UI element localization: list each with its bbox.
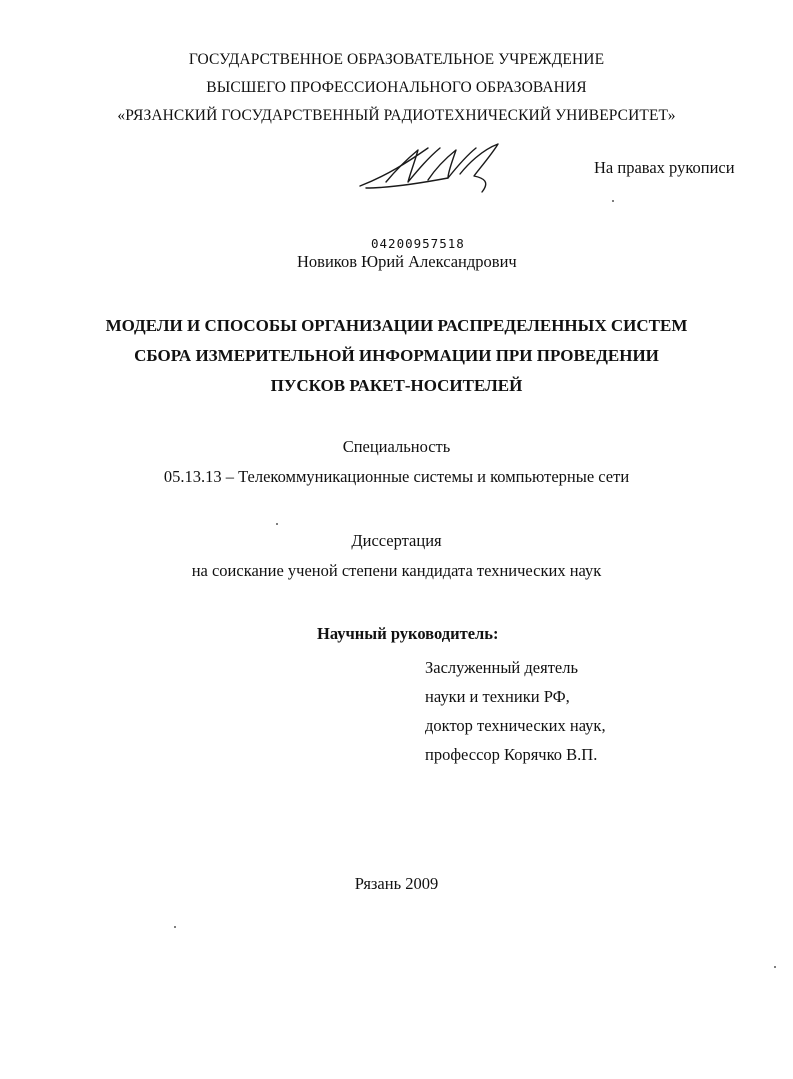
city-year: Рязань 2009 [354,874,439,893]
advisor-line-1: Заслуженный деятель [425,658,578,677]
title-line-3: ПУСКОВ РАКЕТ-НОСИТЕЛЕЙ [270,376,523,395]
dissertation-label: Диссертация [351,531,442,550]
author-name: Новиков Юрий Александрович [297,252,517,271]
rights-note: На правах рукописи [594,158,735,177]
specialty-value: 05.13.13 – Телекоммуникационные системы и компьютерные сети [163,467,630,486]
title-line-2: СБОРА ИЗМЕРИТЕЛЬНОЙ ИНФОРМАЦИИ ПРИ ПРОВЕДЕНИИ [134,346,659,365]
scan-speck [612,200,614,202]
dissertation-degree: на соискание ученой степени кандидата технических наук [191,561,602,580]
dissertation-title [0,311,793,401]
institution-line-1: ГОСУДАРСТВЕННОЕ ОБРАЗОВАТЕЛЬНОЕ УЧРЕЖДЕНИЕ [188,51,605,68]
scan-speck [276,523,278,525]
title-line-1: МОДЕЛИ И СПОСОБЫ ОРГАНИЗАЦИИ РАСПРЕДЕЛЕННЫХ СИСТЕМ [105,316,688,335]
advisor-line-2: науки и техники РФ, [425,687,570,706]
advisor-details [425,653,606,769]
advisor-line-4: профессор Корячко В.П. [425,745,598,764]
institution-line-2: ВЫСШЕГО ПРОФЕССИОНАЛЬНОГО ОБРАЗОВАНИЯ [206,79,587,96]
advisor-label: Научный руководитель: [317,624,499,643]
document-code: 04200957518 [371,236,465,251]
specialty-label: Специальность [342,437,451,456]
scan-speck [174,926,176,928]
institution-header [0,46,793,130]
handwritten-signature [356,138,506,198]
scan-speck [774,966,776,968]
advisor-line-3: доктор технических наук, [425,716,606,735]
institution-line-3: «РЯЗАНСКИЙ ГОСУДАРСТВЕННЫЙ РАДИОТЕХНИЧЕСКИЙ УНИВЕРСИТЕТ» [117,107,676,124]
